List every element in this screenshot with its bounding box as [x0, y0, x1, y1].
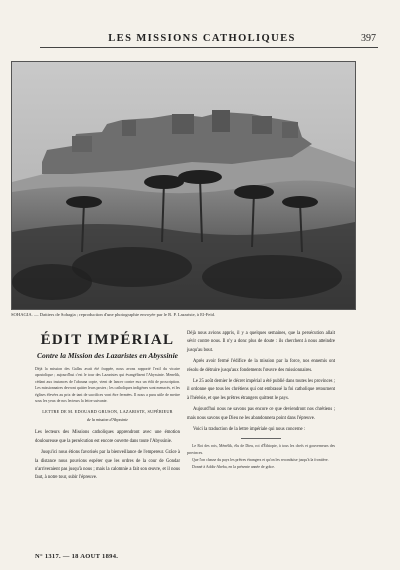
oasis-photo-illustration — [12, 62, 355, 309]
decree-text: Donné à Addis-Abeba, en la présente année de grâce. — [192, 465, 275, 470]
divider — [241, 438, 281, 439]
body-paragraph: Le 25 août dernier le décret impérial a été publié dans toutes les provinces ; il ordonne que tous les chrétiens qui ont embrassé la foi catholique retournent à l'hérésie, et que les prêtres étrangers quittent le pays. — [187, 379, 335, 401]
photo-caption: SOHAGIA. — Dattiers de Sohagia ; reproduction d'une photographie envoyée par le R. P. Lazariste, à El-Feïd. — [11, 312, 216, 317]
letter-subheading: de la mission d'Abyssinie — [86, 417, 129, 423]
decree-text: Le Roi des rois, Ménélik, élu de Dieu, roi d'Éthiopie, à tous les chefs et gouverneurs des provinces. — [187, 444, 335, 455]
intro-paragraph: Déjà la mission des Gallas avait été frappée, nous avons rapporté l'exil du vicaire apostolique ; aujourd'hui c'est le tour des Lazaristes qui évangélisent l'Abyssinie. Menelik, cédant aux instances de l'abouna copte, vient de lancer contre eux un édit de proscription. Les missionnaires devront quitter leurs postes ; les catholiques indigènes sont menacés, et les églises élevées au prix de tant de sacrifices vont être fermées. Il nous a paru utile de mettre sous les yeux de nos lecteurs la lettre suivante. — [35, 367, 181, 404]
left-column — [35, 330, 180, 555]
body-paragraph: Jusqu'ici nous étions favorisés par la bienveillance de l'empereur. Grâce à la distance nous pouvions espérer que les ordres de la cour de Gondar n'arriveraient pas jusqu'à nous ; mais la calomnie a fait son œuvre, et il nous faut, à notre tour, subir l'épreuve. — [35, 450, 180, 481]
photograph — [11, 61, 356, 310]
issue-number: N° 1317. — 18 AOUT 1894. — [35, 553, 119, 560]
body-paragraph: Déjà nous avions appris, il y a quelques semaines, que la persécution allait sévir contre nous. Il n'y a donc plus de doute : ils cherchent à nous atteindre jusqu'au bout. — [187, 331, 335, 353]
body-paragraph: Les lecteurs des Missions catholiques apprendront avec une émotion douloureuse que la persécution est encore ouverte dans toute l'Abyssinie. — [35, 430, 180, 444]
decree-text: Que l'on chasse du pays les prêtres étrangers et qu'on les reconduise jusqu'à la frontière. — [192, 457, 329, 462]
page-number: 397 — [361, 33, 376, 44]
letter-heading: LETTRE DE M. EDOUARD GRUSON, LAZARISTE, SUPÉRIEUR — [42, 409, 173, 415]
article-title: ÉDIT IMPÉRIAL — [40, 332, 175, 348]
journal-title: LES MISSIONS CATHOLIQUES — [108, 33, 296, 44]
body-paragraph: Aujourd'hui nous ne savons pas encore ce que deviendront nos chrétiens ; mais nous savons que Dieu ne les abandonnera point dans l'épreuve. — [187, 407, 335, 421]
body-paragraph: Après avoir fermé l'édifice de la mission par la force, nos ennemis ont résolu de détruire jusqu'aux fondements l'œuvre des missionnaires. — [187, 359, 335, 373]
body-paragraph: Voici la traduction de la lettre impériale qui nous concerne : — [193, 427, 306, 433]
article-subtitle: Contre la Mission des Lazaristes en Abyssinie — [37, 351, 178, 360]
running-header — [40, 33, 378, 48]
right-column — [187, 330, 335, 555]
